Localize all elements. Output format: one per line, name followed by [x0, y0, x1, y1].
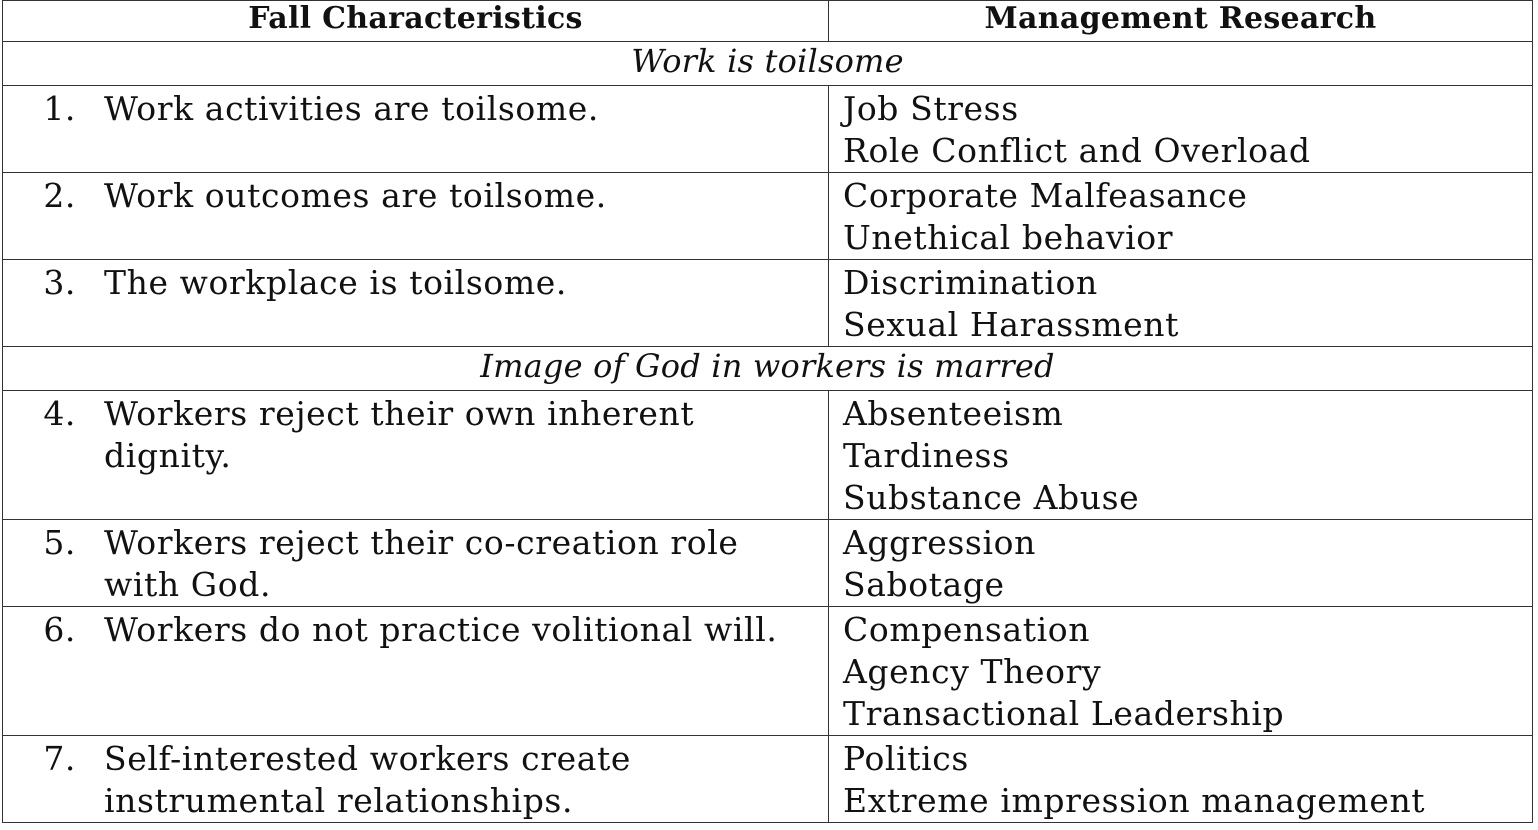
research-cell	[829, 260, 1533, 347]
research-item: Absenteeism	[843, 394, 1064, 433]
research-item: Discrimination	[843, 263, 1098, 302]
research-cell	[829, 736, 1533, 823]
research-item: Sexual Harassment	[843, 305, 1180, 344]
characteristic-text: Work outcomes are toilsome.	[104, 176, 607, 215]
characteristic-text: Workers do not practice volitional will.	[104, 610, 778, 649]
characteristic-cell	[3, 260, 829, 347]
research-item: Substance Abuse	[843, 478, 1140, 517]
research-item: Sabotage	[843, 565, 1005, 604]
header-fall-characteristics: Fall Characteristics	[3, 1, 829, 42]
section-row	[3, 347, 1533, 391]
research-item: Unethical behavior	[843, 218, 1174, 257]
research-cell	[829, 86, 1533, 173]
table-row	[3, 607, 1533, 736]
section-title-work-toilsome: Work is toilsome	[3, 42, 1533, 86]
characteristic-cell	[3, 86, 829, 173]
research-cell	[829, 520, 1533, 607]
research-cell	[829, 173, 1533, 260]
table-row	[3, 391, 1533, 520]
item-number: 2.	[43, 176, 76, 215]
characteristic-cell	[3, 173, 829, 260]
item-number: 5.	[43, 523, 76, 562]
research-item: Tardiness	[843, 436, 1010, 475]
research-item: Corporate Malfeasance	[843, 176, 1248, 215]
table-row	[3, 173, 1533, 260]
research-cell	[829, 391, 1533, 520]
header-management-research: Management Research	[829, 1, 1533, 42]
item-number: 6.	[43, 610, 76, 649]
table-row	[3, 260, 1533, 347]
characteristic-text: Workers reject their co-creation role with God.	[104, 523, 739, 604]
fall-characteristics-table	[2, 0, 1533, 823]
characteristic-text: The workplace is toilsome.	[104, 263, 567, 302]
research-item: Politics	[843, 739, 969, 778]
characteristic-text: Work activities are toilsome.	[104, 89, 599, 128]
characteristic-text: Self-interested workers create instrumental relationships.	[104, 739, 631, 820]
research-item: Job Stress	[843, 89, 1019, 128]
characteristic-cell	[3, 520, 829, 607]
research-cell	[829, 607, 1533, 736]
item-number: 4.	[43, 394, 76, 433]
characteristic-cell	[3, 607, 829, 736]
header-row	[3, 1, 1533, 42]
characteristic-text: Workers reject their own inherent dignity.	[104, 394, 695, 475]
item-number: 3.	[43, 263, 76, 302]
table-row	[3, 520, 1533, 607]
research-item: Role Conflict and Overload	[843, 131, 1311, 170]
section-row	[3, 42, 1533, 86]
characteristic-cell	[3, 391, 829, 520]
research-item: Agency Theory	[843, 652, 1102, 691]
research-item: Aggression	[843, 523, 1036, 562]
research-item: Extreme impression management	[843, 781, 1426, 820]
table-row	[3, 86, 1533, 173]
section-title-image-of-god: Image of God in workers is marred	[3, 347, 1533, 391]
item-number: 1.	[43, 89, 76, 128]
research-item: Transactional Leadership	[843, 694, 1285, 733]
table-row	[3, 736, 1533, 823]
research-item: Compensation	[843, 610, 1091, 649]
item-number: 7.	[43, 739, 76, 778]
characteristic-cell	[3, 736, 829, 823]
